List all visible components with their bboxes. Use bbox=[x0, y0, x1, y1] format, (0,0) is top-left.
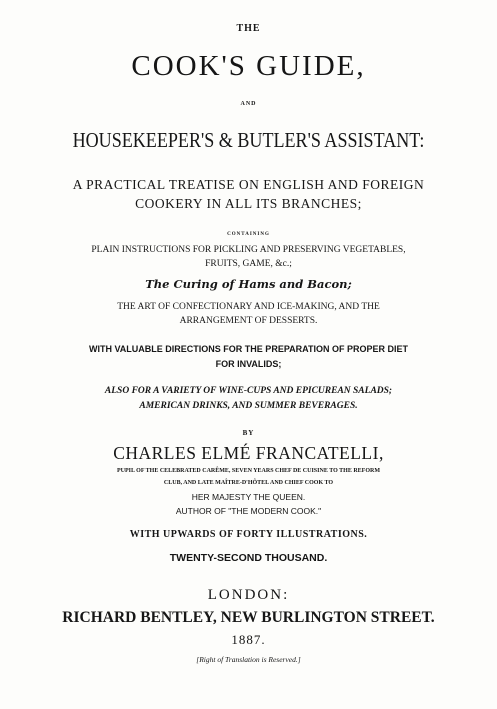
pupil-line-3: HER MAJESTY THE QUEEN. bbox=[191, 492, 306, 502]
author-name: CHARLES ELMÉ FRANCATELLI, bbox=[113, 443, 384, 463]
subtitle: HOUSEKEEPER'S & BUTLER'S ASSISTANT: bbox=[72, 128, 425, 152]
art-line-1: THE ART OF CONFECTIONARY AND ICE-MAKING, AND THE bbox=[117, 302, 380, 312]
the-label: THE bbox=[236, 23, 261, 34]
rights-line: [Right of Translation is Reserved.] bbox=[196, 655, 301, 664]
thousand-line: TWENTY-SECOND THOUSAND. bbox=[169, 552, 328, 564]
publisher-line: RICHARD BENTLEY, NEW BURLINGTON STREET. bbox=[62, 609, 435, 626]
illustrations-line: WITH UPWARDS OF FORTY ILLUSTRATIONS. bbox=[129, 529, 368, 540]
year-line: 1887. bbox=[231, 632, 266, 647]
pupil-line-4: AUTHOR OF "THE MODERN COOK." bbox=[175, 506, 322, 516]
art-line-2: ARRANGEMENT OF DESSERTS. bbox=[179, 316, 318, 326]
containing-label: CONTAINING bbox=[227, 232, 270, 237]
also-line-1: ALSO FOR A VARIETY OF WINE-CUPS AND EPICUREAN SALADS; bbox=[104, 386, 393, 396]
valuable-line-2: FOR INVALIDS; bbox=[215, 359, 282, 369]
treatise-line-1: A PRACTICAL TREATISE ON ENGLISH AND FOREIGN bbox=[72, 177, 425, 192]
main-title: COOK'S GUIDE, bbox=[131, 50, 366, 82]
plain-instructions-line-1: PLAIN INSTRUCTIONS FOR PICKLING AND PRESERVING VEGETABLES, bbox=[91, 245, 406, 255]
plain-instructions-line-2: FRUITS, GAME, &c.; bbox=[205, 259, 292, 269]
treatise-line-2: COOKERY IN ALL ITS BRANCHES; bbox=[135, 196, 362, 211]
pupil-line-1: PUPIL OF THE CELEBRATED CARÊME, SEVEN YEARS CHEF DE CUISINE TO THE REFORM bbox=[117, 468, 380, 474]
by-label: BY bbox=[242, 429, 255, 437]
pupil-line-2: CLUB, AND LATE MAÎTRE-D'HÔTEL AND CHIEF COOK TO bbox=[163, 480, 334, 486]
curing-line: The Curing of Hams and Bacon; bbox=[145, 277, 352, 291]
and-label: AND bbox=[240, 101, 257, 107]
valuable-line-1: WITH VALUABLE DIRECTIONS FOR THE PREPARATION OF PROPER DIET bbox=[88, 344, 408, 354]
also-line-2: AMERICAN DRINKS, AND SUMMER BEVERAGES. bbox=[139, 401, 358, 411]
london-label: LONDON: bbox=[207, 587, 290, 603]
